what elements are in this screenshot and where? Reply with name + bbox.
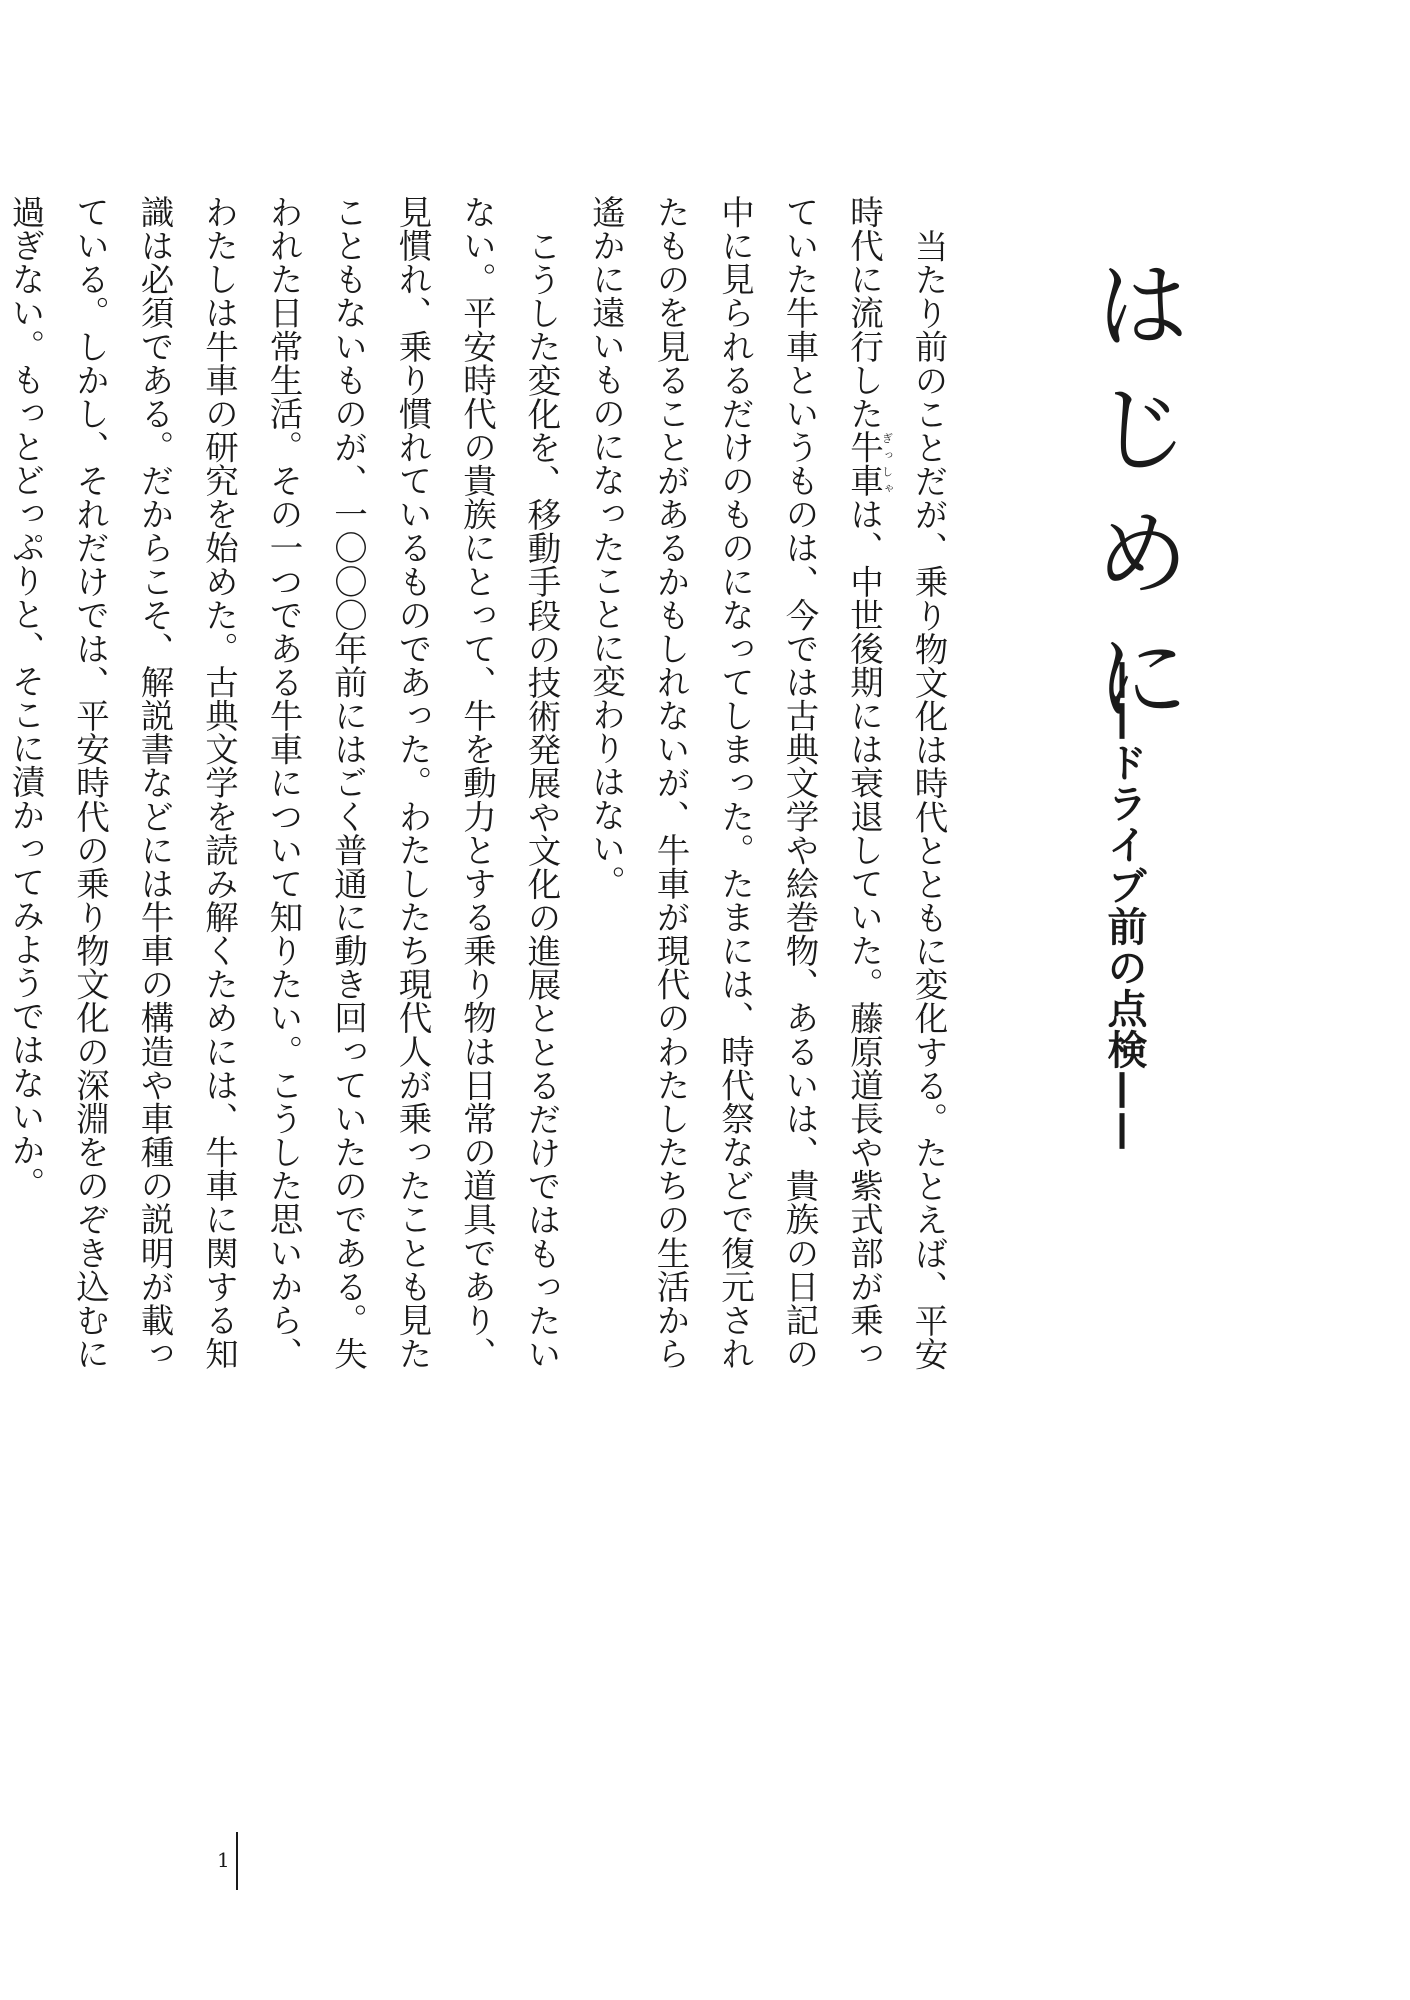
- page-number: 1: [217, 1848, 230, 1872]
- chapter-title: はじめに: [1079, 255, 1191, 751]
- paragraph-1: [573, 195, 960, 1370]
- paragraph-1-text-b: は、中世後期には衰退していた。藤原道長や紫式部が乗っていた牛車というものは、今では古典文学や絵巻物、あるいは、貴族の日記の中に見られるだけのものになってしまった。たまには、時代祭などで復元されたものを見ることがあるかもしれないが、牛車が現代のわたしたちの生活から遙かに遠いものになったことに変わりはない。: [586, 195, 884, 1371]
- ruby-reading: ぎっしゃ: [880, 430, 894, 498]
- folio-rule: [236, 1832, 238, 1890]
- body-text: [6, 195, 960, 1371]
- ruby-gissha: [844, 430, 894, 498]
- ruby-base: 牛車: [844, 430, 884, 498]
- paragraph-1-text-a: 当たり前のことだが、乗り物文化は時代とともに変化する。たとえば、平安時代に流行した: [844, 195, 948, 1370]
- paragraph-2: こうした変化を、移動手段の技術発展や文化の進展ととるだけではもったいない。平安時代の貴族にとって、牛を動力とする乗り物は日常の道具であり、見慣れ、乗り慣れているものであった。わたしたち現代人が乗ったことも見たこともないものが、一〇〇〇年前にはごく普通に動き回っていたのである。失われた日常生活。その一つである牛車について知りたい。こうした思いから、わたしは牛車の研究を始めた。古典文学を読み解くためには、牛車に関する知識は必須である。だからこそ、解説書などには牛車の構造や車種の説明が載っている。しかし、それだけでは、平安時代の乗り物文化の深淵をのぞき込むに過ぎない。もっとどっぷりと、そこに漬かってみようではないか。: [6, 195, 561, 1370]
- chapter-subtitle: ——ドライブ前の点検——: [1101, 660, 1147, 1152]
